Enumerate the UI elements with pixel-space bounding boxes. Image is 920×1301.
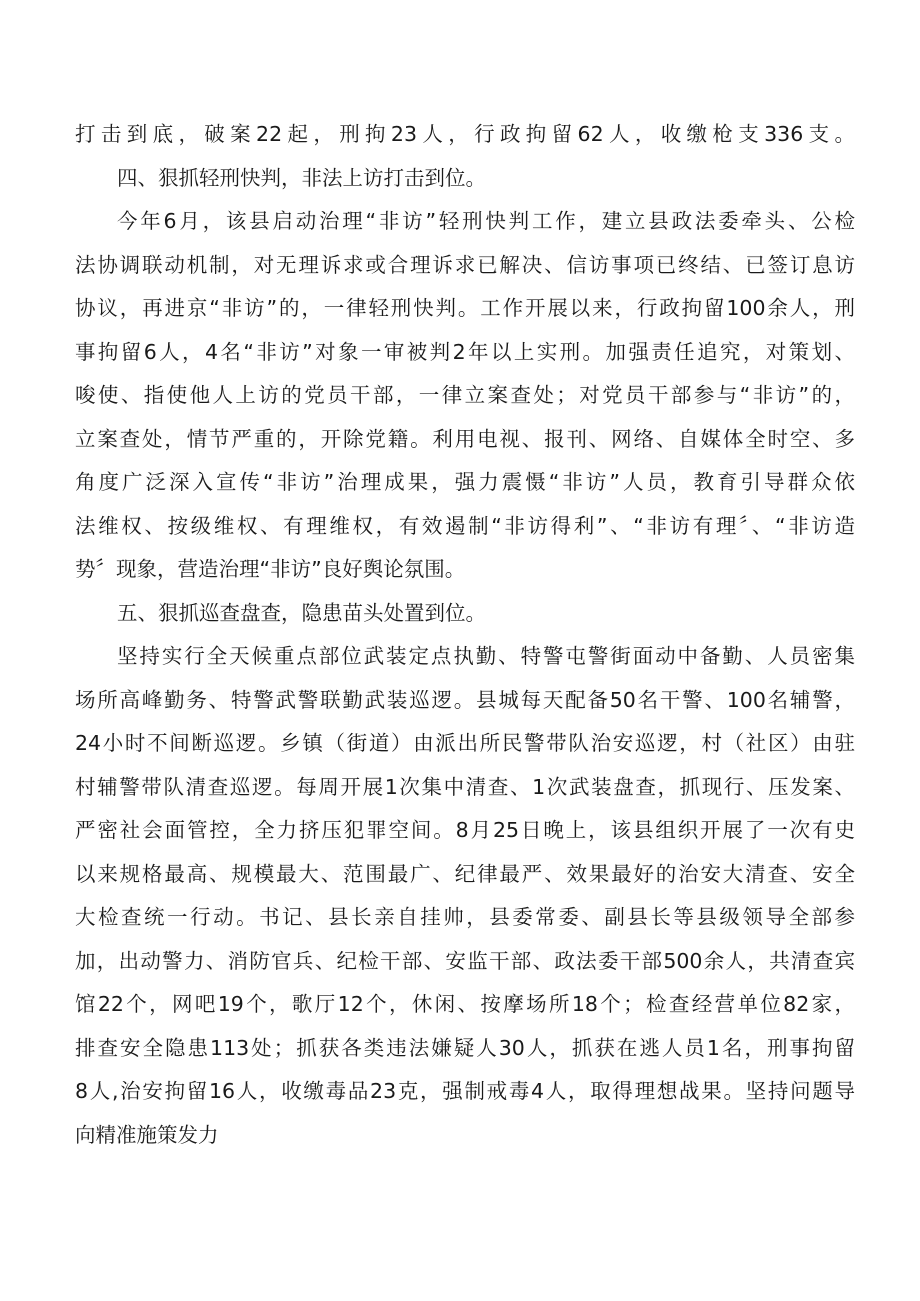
paragraph-line: 协议，再进京“非访”的，一律轻刑快判。工作开展以来，行政拘留100余人，刑 xyxy=(75,296,855,320)
section-heading: 五、狠抓巡查盘查，隐患苗头处置到位。 xyxy=(117,600,486,625)
paragraph-line: 角度广泛深入宣传“非访”治理成果，强力震慑“非访”人员，教育引导群众依 xyxy=(75,470,855,494)
paragraph-line: 打击到底，破案22起，刑拘23人，行政拘留62人，收缴枪支336支。 xyxy=(75,122,855,146)
paragraph-line: 事拘留6人，4名“非访”对象一审被判2年以上实刑。加强责任追究，对策划、 xyxy=(75,339,855,364)
paragraph-line: 馆22个，网吧19个，歌厅12个，休闲、按摩场所18个；检查经营单位82家， xyxy=(75,992,855,1016)
paragraph-line: 法维权、按级维权、有理维权，有效遏制“非访得利”、“非访有理〞、“非访造 xyxy=(75,513,855,538)
paragraph-line: 排查安全隐患113处；抓获各类违法嫌疑人30人，抓获在逃人员1名，刑事拘留 xyxy=(75,1035,855,1060)
paragraph-line: 大检查统一行动。书记、县长亲自挂帅，县委常委、副县长等县级领导全部参 xyxy=(75,905,855,929)
paragraph-line: 立案查处，情节严重的，开除党籍。利用电视、报刊、网络、自媒体全时空、多 xyxy=(75,426,855,451)
paragraph-line: 法协调联动机制，对无理诉求或合理诉求已解决、信访事项已终结、已签订息访 xyxy=(75,252,855,277)
paragraph-line: 唆使、指使他人上访的党员干部，一律立案查处；对党员干部参与“非访”的， xyxy=(75,383,855,407)
paragraph-line: 村辅警带队清查巡逻。每周开展1次集中清查、1次武装盘查，抓现行、压发案、 xyxy=(75,774,855,799)
paragraph-line: 加，出动警力、消防官兵、纪检干部、安监干部、政法委干部500余人，共清查宾 xyxy=(75,948,855,973)
paragraph-line: 以来规格最高、规模最大、范围最广、纪律最严、效果最好的治安大清查、安全 xyxy=(75,861,855,886)
paragraph-line: 8人,治安拘留16人，收缴毒品23克，强制戒毒4人，取得理想战果。坚持问题导 xyxy=(75,1079,855,1103)
paragraph-line: 势〞现象，营造治理“非访”良好舆论氛围。 xyxy=(75,557,466,581)
paragraph-line: 严密社会面管控，全力挤压犯罪空间。8月25日晚上，该县组织开展了一次有史 xyxy=(75,818,855,842)
paragraph-line: 场所高峰勤务、特警武警联勤武装巡逻。县城每天配备50名干警、100名辅警， xyxy=(75,687,855,712)
paragraph-line: 今年6月，该县启动治理“非访”轻刑快判工作，建立县政法委牵头、公检 xyxy=(117,209,855,233)
section-heading: 四、狠抓轻刑快判，非法上访打击到位。 xyxy=(117,165,486,190)
document-body xyxy=(75,113,855,1157)
paragraph-line: 24小时不间断巡逻。乡镇（街道）由派出所民警带队治安巡逻，村（社区）由驻 xyxy=(75,731,855,755)
paragraph-line: 向精准施策发力 xyxy=(75,1122,219,1147)
paragraph-line: 坚持实行全天候重点部位武装定点执勤、特警屯警街面动中备勤、人员密集 xyxy=(117,644,855,668)
